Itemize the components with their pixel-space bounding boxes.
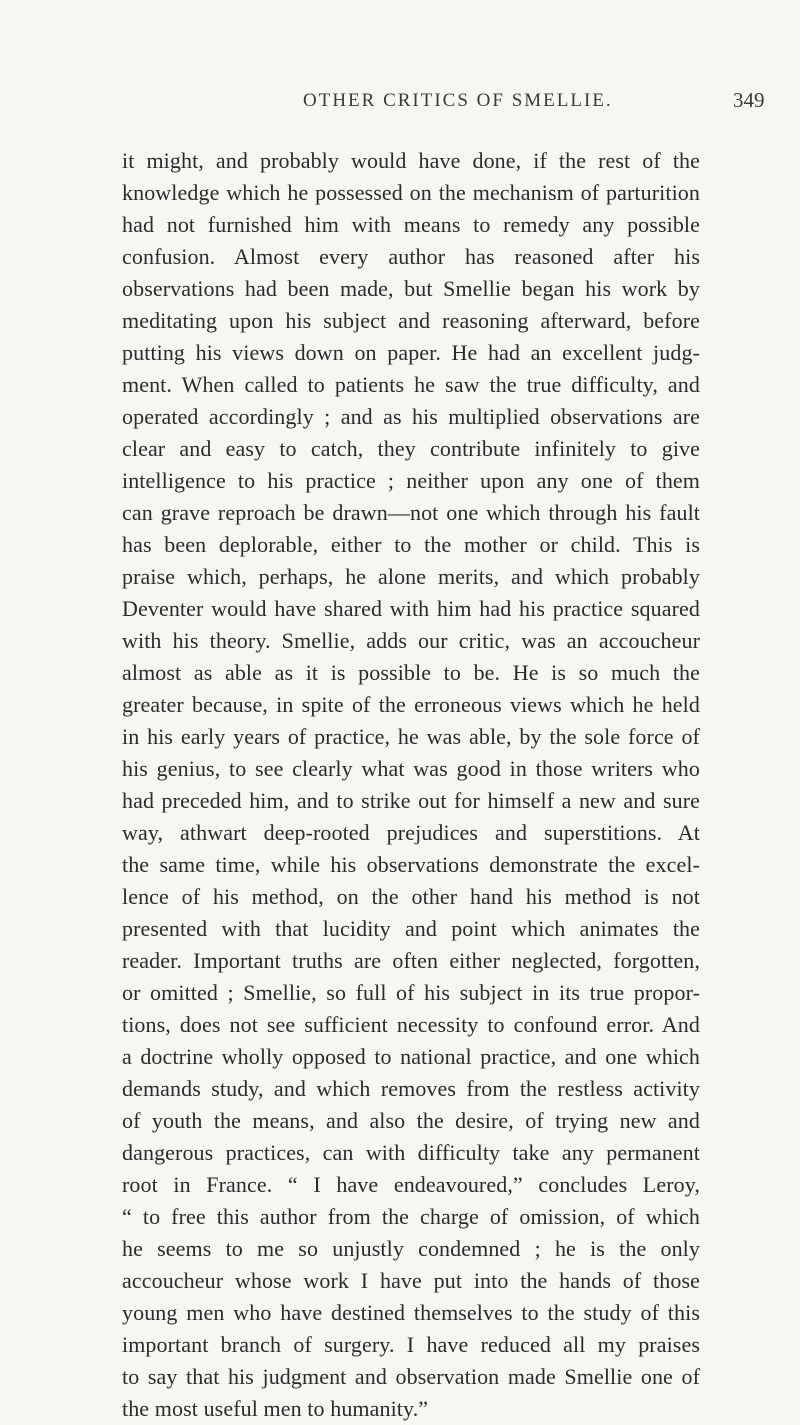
text-line: knowledge which he possessed on the mechanism of parturition [122, 180, 700, 205]
body-text [122, 145, 700, 1425]
text-line: “ to free this author from the charge of omission, of which [122, 1204, 700, 1229]
text-line: presented with that lucidity and point which animates the [122, 916, 700, 941]
text-line: had not furnished him with means to remedy any possible [122, 212, 700, 237]
text-line: dangerous practices, can with difficulty take any permanent [122, 1140, 700, 1165]
text-line: the most useful men to humanity.” [122, 1396, 429, 1421]
text-line: or omitted ; Smellie, so full of his subject in its true propor- [122, 980, 700, 1005]
text-line: with his theory. Smellie, adds our critic, was an accoucheur [122, 628, 700, 653]
text-line: a doctrine wholly opposed to national practice, and one which [122, 1044, 700, 1069]
running-head: OTHER CRITICS OF SMELLIE. [303, 90, 613, 111]
text-line: intelligence to his practice ; neither upon any one of them [122, 468, 700, 493]
text-line: the same time, while his observations demonstrate the excel- [122, 852, 700, 877]
text-line: his genius, to see clearly what was good in those writers who [122, 756, 700, 781]
text-line: lence of his method, on the other hand his method is not [122, 884, 700, 909]
text-line: operated accordingly ; and as his multiplied observations are [122, 404, 700, 429]
text-line: it might, and probably would have done, if the rest of the [122, 148, 700, 173]
text-line: tions, does not see sufficient necessity to confound error. And [122, 1012, 700, 1037]
text-line: can grave reproach be drawn—not one which through his fault [122, 500, 700, 525]
text-line: to say that his judgment and observation made Smellie one of [122, 1364, 700, 1389]
text-line: clear and easy to catch, they contribute infinitely to give [122, 436, 700, 461]
text-line: demands study, and which removes from the restless activity [122, 1076, 700, 1101]
text-line: putting his views down on paper. He had an excellent judg- [122, 340, 700, 365]
text-line: almost as able as it is possible to be. He is so much the [122, 660, 700, 685]
text-line: confusion. Almost every author has reasoned after his [122, 244, 700, 269]
text-line: observations had been made, but Smellie began his work by [122, 276, 700, 301]
text-line: of youth the means, and also the desire, of trying new and [122, 1108, 700, 1133]
text-line: greater because, in spite of the erroneous views which he held [122, 692, 700, 717]
text-line: young men who have destined themselves to the study of this [122, 1300, 700, 1325]
text-line: has been deplorable, either to the mother or child. This is [122, 532, 700, 557]
text-line: reader. Important truths are often either neglected, forgotten, [122, 948, 700, 973]
text-line: had preceded him, and to strike out for himself a new and sure [122, 788, 700, 813]
text-line: he seems to me so unjustly condemned ; he is the only [122, 1236, 700, 1261]
text-line: way, athwart deep-rooted prejudices and superstitions. At [122, 820, 700, 845]
text-line: accoucheur whose work I have put into the hands of those [122, 1268, 700, 1293]
text-line: praise which, perhaps, he alone merits, and which probably [122, 564, 700, 589]
text-line: Deventer would have shared with him had his practice squared [122, 596, 700, 621]
text-line: important branch of surgery. I have reduced all my praises [122, 1332, 700, 1357]
text-line: ment. When called to patients he saw the true difficulty, and [122, 372, 700, 397]
text-line: meditating upon his subject and reasoning afterward, before [122, 308, 700, 333]
text-line: in his early years of practice, he was able, by the sole force of [122, 724, 700, 749]
text-line: root in France. “ I have endeavoured,” concludes Leroy, [122, 1172, 700, 1197]
page-number: 349 [733, 88, 765, 112]
